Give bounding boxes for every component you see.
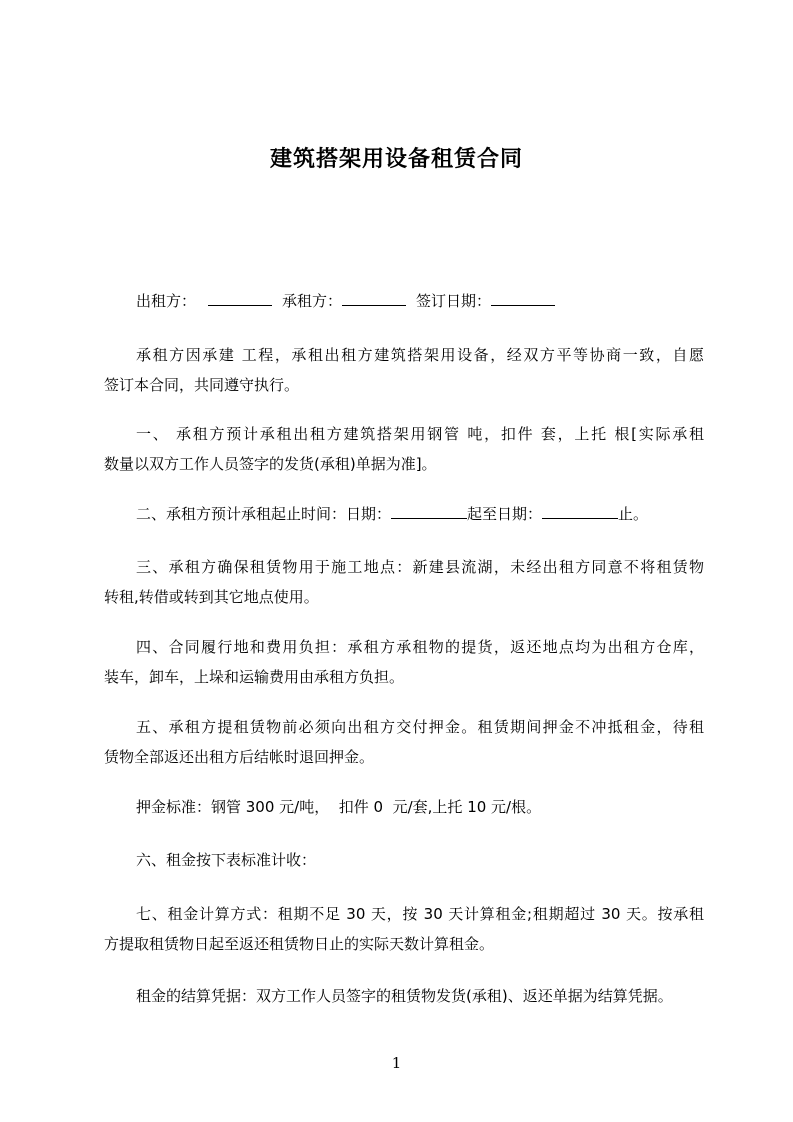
settlement-text: 租金的结算凭据：双方工作人员签字的租赁物发货(承租)、返还单据为结算凭据。 xyxy=(136,987,673,1005)
document-title: 建筑搭架用设备租赁合同 xyxy=(269,147,523,172)
preamble-line-2: 签订本合同，共同遵守执行。 xyxy=(104,376,300,394)
settlement-line xyxy=(104,979,704,1013)
preamble-line-1: 承租方因承建 工程，承租出租方建筑搭架用设备，经双方平等协商一致，自愿 xyxy=(136,346,704,364)
clause-3-paragraph xyxy=(104,552,704,612)
start-date-blank xyxy=(391,504,467,519)
clause-4-line-2: 装车，卸车，上垛和运输费用由承租方负担。 xyxy=(104,668,405,686)
page-number: 1 xyxy=(391,1054,402,1072)
parties-line xyxy=(104,284,704,318)
clause-3-line-2: 转租,转借或转到其它地点使用。 xyxy=(104,588,319,606)
lessee-label: 承租方： xyxy=(282,292,343,310)
date-blank xyxy=(491,291,555,306)
deposit-text: 押金标准：钢管 300 元/吨， 扣件 0 元/套,上托 10 元/根。 xyxy=(136,798,542,816)
clause-2-part-3: 止。 xyxy=(618,505,649,523)
lessor-blank xyxy=(208,291,272,306)
clause-3-line-1: 三、承租方确保租赁物用于施工地点：新建县流湖，未经出租方同意不将租赁物 xyxy=(136,558,704,576)
clause-2-line xyxy=(104,497,704,531)
clause-7-paragraph xyxy=(104,899,704,959)
clause-1-line-1: 一、 承租方预计承租出租方建筑搭架用钢管 吨，扣件 套，上托 根[实际承租 xyxy=(136,425,704,443)
clause-1-paragraph xyxy=(104,419,704,479)
end-date-blank xyxy=(542,504,618,519)
clause-5-line-1: 五、承租方提租赁物前必须向出租方交付押金。租赁期间押金不冲抵租金，待租 xyxy=(136,718,704,736)
clause-5-line-2: 赁物全部返还出租方后结帐时退回押金。 xyxy=(104,748,375,766)
clause-4-line-1: 四、合同履行地和费用负担：承租方承租物的提货，返还地点均为出租方仓库， xyxy=(136,638,704,656)
lessee-blank xyxy=(342,291,406,306)
clause-5-paragraph xyxy=(104,712,704,772)
deposit-line xyxy=(104,790,704,824)
clause-2-part-2: 起至日期： xyxy=(467,505,543,523)
clause-6-line xyxy=(104,843,704,877)
clause-2-part-1: 二、承租方预计承租起止时间：日期： xyxy=(136,505,392,523)
preamble-paragraph xyxy=(104,340,704,400)
clause-7-line-2: 方提取租赁物日起至返还租赁物日止的实际天数计算租金。 xyxy=(104,935,495,953)
clause-1-line-2: 数量以双方工作人员签字的发货(承租)单据为准]。 xyxy=(104,455,437,473)
clause-7-line-1: 七、租金计算方式：租期不足 30 天，按 30 天计算租金;租期超过 30 天。按承租 xyxy=(136,905,704,923)
date-label: 签订日期： xyxy=(416,292,492,310)
lessor-label: 出租方： xyxy=(136,292,197,310)
clause-6-text: 六、租金按下表标准计收： xyxy=(136,851,317,869)
clause-4-paragraph xyxy=(104,632,704,692)
